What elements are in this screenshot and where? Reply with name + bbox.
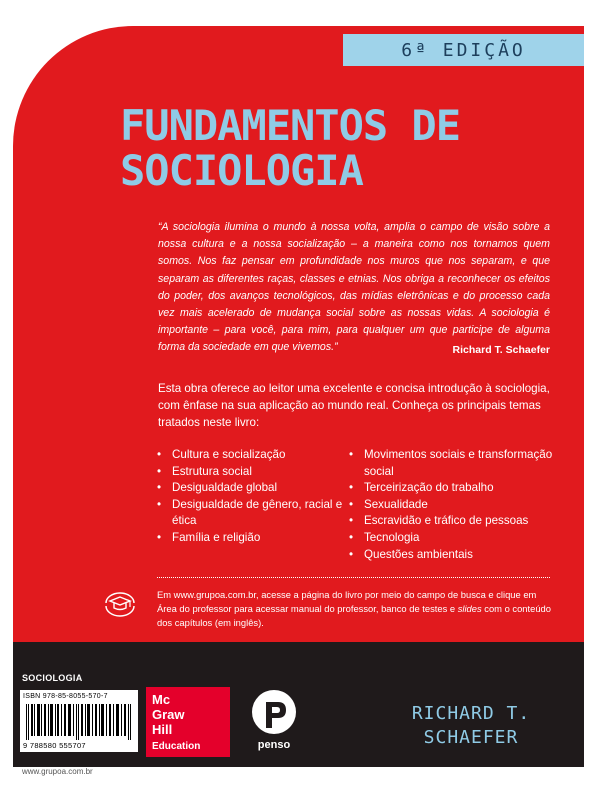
intro-paragraph: Esta obra oferece ao leitor uma excelente e concisa introdução à sociologia, com ênfase na sua aplicação ao mundo real. Conheça os principais temas tratados neste livro: bbox=[158, 382, 550, 429]
edition-label: 6ª EDIÇÃO bbox=[401, 39, 526, 61]
author-quote: “A sociologia ilumina o mundo à nossa volta, amplia o campo de visão sobre a nossa cultura e a nossa socialização – a maneira como nos tornamos quem somos. Nos faz pensar em profundidade nos muros que nos separam, e que separam as diferentes raças, classes e etnias. Nos obriga a reconhecer os efeitos do poder, dos avanços tecnológicos, das mídias eletrônicas e do processo cada vez mais acelerado de mudança social sobre as nossas vidas. A sociologia é importante – para você, para mim, para qualquer um que participe de alguma forma da sociedade em que vivemos.” bbox=[158, 221, 550, 354]
author-line-2: SCHAEFER bbox=[423, 727, 519, 748]
penso-label: penso bbox=[257, 739, 291, 751]
topic-item: • Tecnologia bbox=[349, 530, 559, 547]
logo-line-hill: Hill bbox=[152, 722, 173, 737]
barcode-number: 9 788580 555707 bbox=[23, 741, 86, 750]
topic-item: • Cultura e socialização bbox=[157, 447, 347, 464]
topic-item: • Desigualdade de gênero, racial e ética bbox=[157, 497, 347, 530]
topics-list-left bbox=[157, 447, 347, 547]
topic-item: • Movimentos sociais e transformação social bbox=[349, 447, 559, 480]
logo-line-education: Education bbox=[152, 741, 201, 752]
barcode-icon bbox=[24, 704, 134, 740]
author-line-1: RICHARD T. bbox=[411, 703, 531, 724]
divider bbox=[157, 577, 550, 578]
topic-item: • Questões ambientais bbox=[349, 547, 559, 564]
barcode-area bbox=[20, 690, 138, 752]
isbn-number: ISBN 978-85-8055-570-7 bbox=[23, 693, 108, 700]
web-note-emphasis: slides bbox=[457, 603, 482, 614]
book-title bbox=[120, 103, 560, 193]
web-resources-note bbox=[157, 588, 557, 630]
penso-logo bbox=[244, 688, 304, 754]
topic-item: • Estrutura social bbox=[157, 464, 347, 481]
publisher-url[interactable]: www.grupoa.com.br bbox=[22, 767, 93, 776]
topic-item: • Desigualdade global bbox=[157, 480, 347, 497]
topic-item: • Família e religião bbox=[157, 530, 347, 547]
logo-line-graw: Graw bbox=[152, 707, 185, 722]
topic-item: • Escravidão e tráfico de pessoas bbox=[349, 513, 559, 530]
topic-item: • Sexualidade bbox=[349, 497, 559, 514]
edition-badge bbox=[343, 34, 584, 66]
mcgraw-hill-logo bbox=[146, 687, 230, 757]
web-note-text: Em www.grupoa.com.br, acesse a página do livro por meio do campo de busca e clique em Área do professor para acessar manual do professor, banco de testes e bbox=[157, 589, 537, 614]
author-name bbox=[396, 702, 546, 750]
web-note-text-end: com o conteúdo dos capítulos (em inglês). bbox=[157, 603, 551, 628]
logo-line-mc: Mc bbox=[152, 692, 171, 707]
title-line-1: FUNDAMENTOS DE bbox=[120, 101, 461, 150]
topic-item: • Terceirização do trabalho bbox=[349, 480, 559, 497]
quote-author: Richard T. Schaefer bbox=[452, 344, 550, 356]
title-line-2: SOCIOLOGIA bbox=[120, 146, 363, 195]
topics-list-right bbox=[349, 447, 559, 563]
graduation-cap-icon bbox=[103, 589, 137, 617]
category-label: SOCIOLOGIA bbox=[22, 673, 83, 683]
